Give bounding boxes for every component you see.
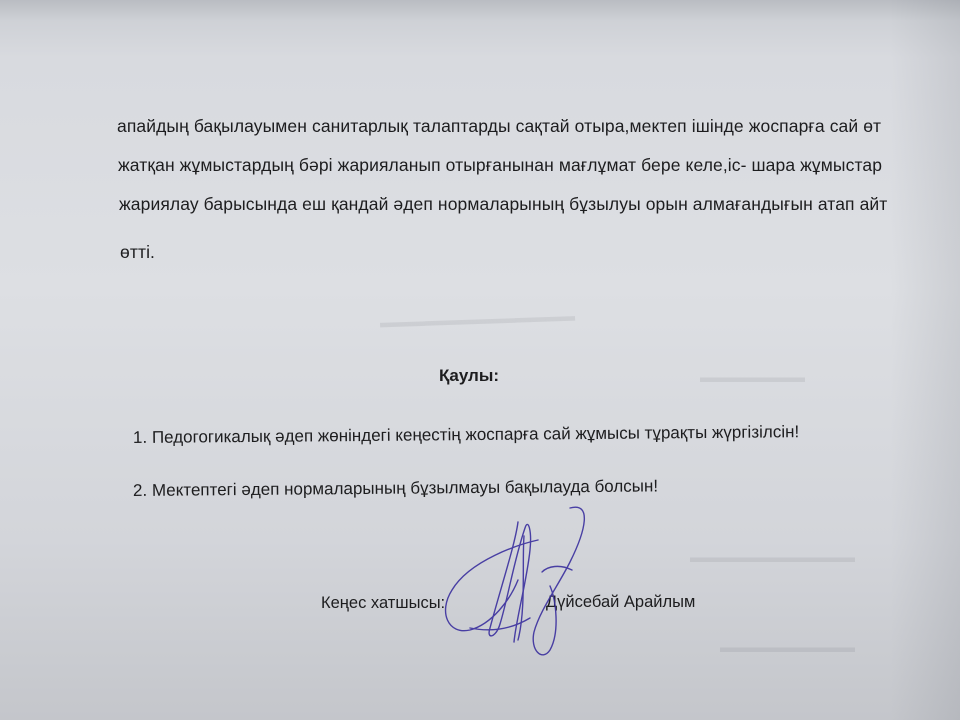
page-shadow [890,0,960,720]
bleed-through-mark: ▬▬▬▬▬▬▬▬▬▬▬▬▬ [379,308,576,332]
paragraph-line: апайдың бақылауымен санитарлық талаптарды сақтай отыра,мектеп ішінде жоспарға сай өт [117,116,882,136]
bleed-through-mark: ▬▬▬▬▬▬▬▬▬▬▬ [690,550,855,566]
bleed-through-mark: ▬▬▬▬▬▬▬ [700,370,805,386]
bleed-through-mark: ▬▬▬▬▬▬▬▬▬ [720,640,855,656]
secretary-name: Дүйсебай Арайлым [546,593,696,611]
paragraph-line: жариялау барысында еш қандай әдеп нормаларының бұзылуы орын алмағандығын атап айт [119,194,888,214]
resolution-item-2: 2. Мектептегі әдеп нормаларының бұзылмауы бақылауда болсын! [132,476,659,500]
paragraph-line: өтті. [120,242,156,262]
resolution-heading: Қаулы: [439,366,500,385]
secretary-label: Кеңес хатшысы: [321,594,446,612]
handwritten-signature [430,500,610,670]
paper-top-edge [0,0,960,20]
paragraph-line: жатқан жұмыстардың бәрі жарияланып отырғанынан мағлұмат бере келе,іс- шара жұмыстар [118,155,883,175]
resolution-item-1: 1. Педогогикалық әдеп жөніндегі кеңестің жоспарға сай жұмысы тұрақты жүргізілсін! [132,422,800,447]
